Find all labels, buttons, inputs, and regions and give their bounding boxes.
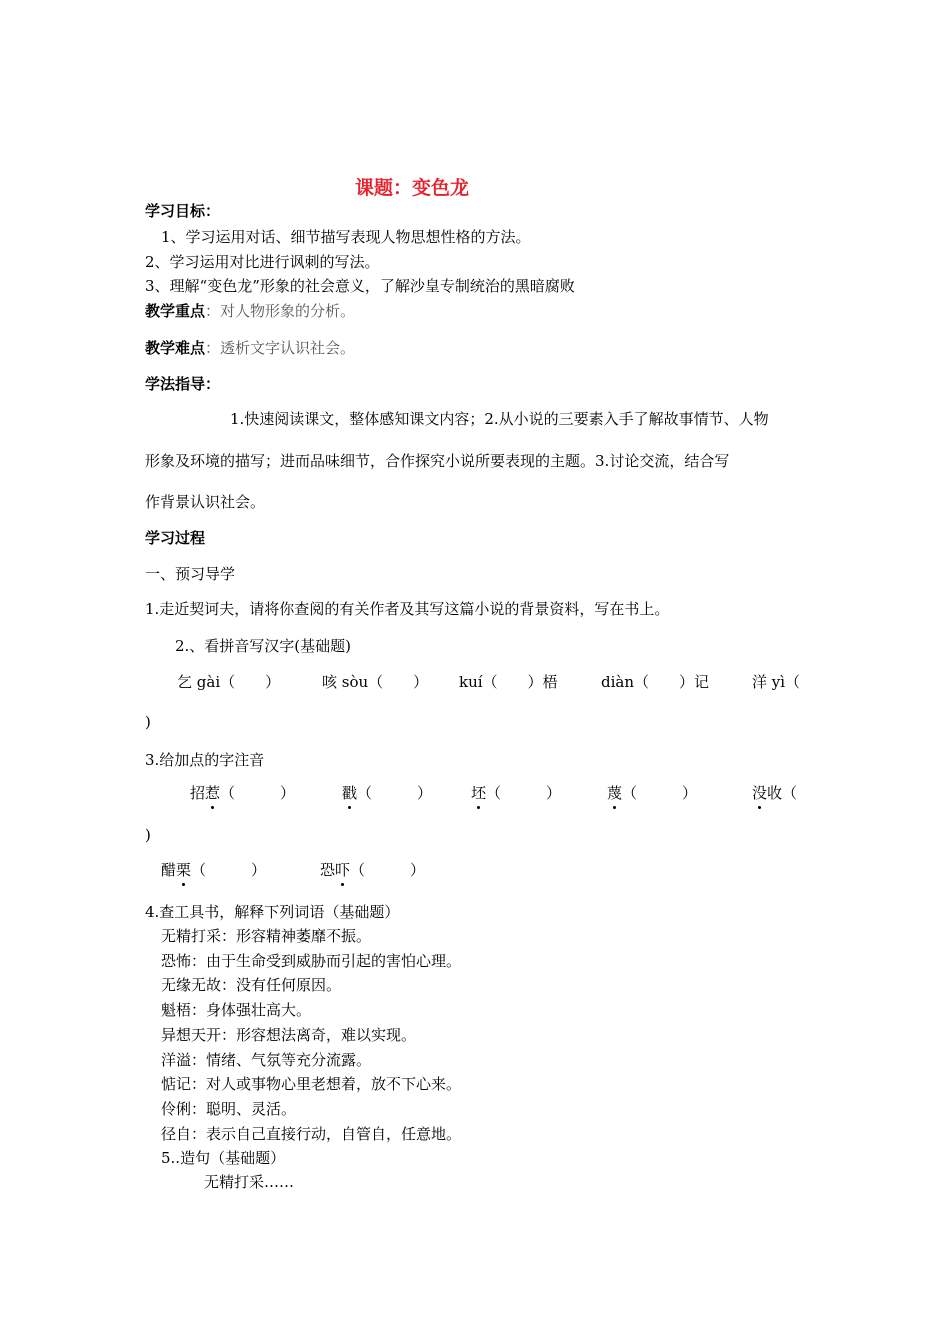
goal-1: 1、学习运用对话、细节描写表现人物思想性格的方法。 [161, 228, 531, 246]
difficult-point-label: 教学难点 [145, 339, 206, 357]
pinyin-item-5: 洋 yì（ [752, 673, 801, 691]
phonetic-item: 没收（ [752, 784, 798, 802]
phonetic-item: 蔑（ ） [607, 784, 698, 802]
question-1: 1.走近契诃夫，请将你查阅的有关作者及其写这篇小说的背景资料，写在书上。 [145, 600, 670, 618]
key-point-text: ：对人物形象的分析。 [205, 302, 356, 320]
dotted-char: 惹 [205, 784, 221, 802]
question-5-title: 5..造句（基础题） [161, 1149, 286, 1167]
phonetic-item: 醋栗（ ） [161, 861, 267, 879]
dotted-char: 栗 [176, 861, 192, 879]
method-line-1: 1.快速阅读课文，整体感知课文内容；2.从小说的三要素入手了解故事情节、人物 [230, 410, 769, 428]
definition-item: 恐怖：由于生命受到威胁而引起的害怕心理。 [161, 952, 462, 970]
phonetic-item: 戳（ ） [342, 784, 433, 802]
method-line-2: 形象及环境的描写；进而品味细节，合作探究小说所要表现的主题。3.讨论交流，结合写 [145, 452, 730, 470]
goal-2: 2、学习运用对比进行讽刺的写法。 [145, 253, 380, 271]
key-point-label: 教学重点 [145, 302, 206, 320]
section-preview: 一、预习导学 [145, 565, 236, 583]
phonetic-close: ) [145, 826, 151, 844]
sentence-item: 无精打采…… [204, 1173, 295, 1191]
page-title: 课题：变色龙 [355, 177, 470, 199]
question-2-title: 2.、看拼音写汉字(基础题) [175, 637, 352, 655]
definition-item: 无缘无故：没有任何原因。 [161, 976, 342, 994]
process-heading: 学习过程 [145, 529, 206, 547]
definition-item: 径自：表示自己直接行动，自管自，任意地。 [161, 1125, 462, 1143]
definition-item: 伶俐：聪明、灵活。 [161, 1100, 297, 1118]
method-heading: 学法指导： [145, 375, 221, 393]
pinyin-item-2: 咳 sòu（ ） [322, 673, 429, 691]
pinyin-item-4: diàn（ ）记 [601, 673, 710, 691]
definition-item: 无精打采：形容精神萎靡不振。 [161, 927, 372, 945]
definition-item: 异想天开：形容想法离奇，难以实现。 [161, 1026, 417, 1044]
key-point [145, 301, 355, 321]
goal-3: 3、理解“变色龙”形象的社会意义，了解沙皇专制统治的黑暗腐败 [145, 277, 575, 295]
dotted-char: 戳 [342, 784, 358, 802]
difficult-point-text: ：透析文字认识社会。 [205, 339, 356, 357]
definition-item: 魁梧：身体强壮高大。 [161, 1001, 312, 1019]
question-4-title: 4.查工具书，解释下列词语（基础题） [145, 903, 400, 921]
phonetic-item: 恐吓（ ） [320, 861, 426, 879]
phonetic-item: 招惹（ ） [190, 784, 296, 802]
dotted-char: 吓 [335, 861, 351, 879]
dotted-char: 坯 [471, 784, 487, 802]
goals-heading: 学习目标： [145, 202, 221, 220]
pinyin-item-1: 乞 gài（ ） [177, 673, 281, 691]
pinyin-item-3: kuí（ ）梧 [459, 673, 558, 691]
question-3-title: 3.给加点的字注音 [145, 751, 265, 769]
difficult-point [145, 338, 355, 358]
dotted-char: 蔑 [607, 784, 623, 802]
dotted-char: 没 [752, 784, 768, 802]
method-line-3: 作背景认识社会。 [145, 493, 266, 511]
pinyin-close: ) [145, 713, 151, 731]
definition-item: 洋溢：情绪、气氛等充分流露。 [161, 1051, 372, 1069]
phonetic-item: 坯（ ） [471, 784, 562, 802]
definition-item: 惦记：对人或事物心里老想着，放不下心来。 [161, 1075, 462, 1093]
